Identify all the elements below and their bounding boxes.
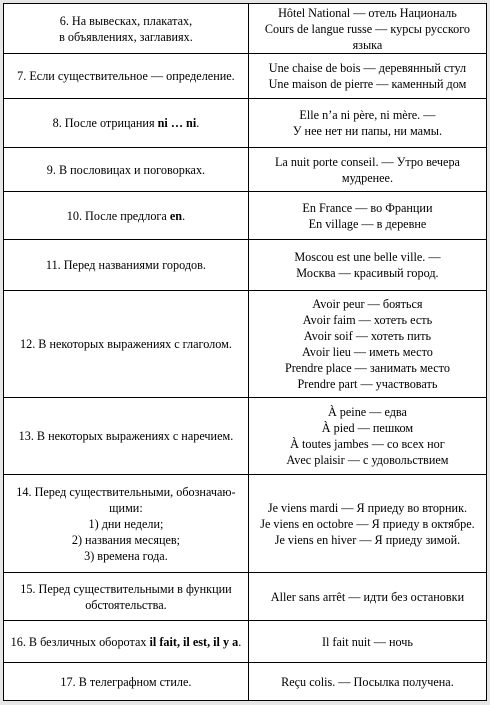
rule-text: 12. В некоторых выражениях с глаголом. [20, 337, 232, 351]
rule-keyword: en [169, 208, 183, 223]
rule-text: 8. После отрицания ni … ni. [52, 116, 200, 130]
rule-text: в объявлениях, заглавиях. [59, 29, 193, 44]
rule-cell [3, 621, 249, 663]
table-row [3, 291, 487, 398]
rule-text: 10. После предлога en. [66, 208, 186, 223]
example-text: Reçu colis. — Посылка получена. [281, 674, 454, 689]
example-text: Prendre part — участвовать [297, 377, 438, 391]
table-row [3, 240, 487, 291]
table-row [3, 663, 487, 701]
rule-text: 9. В пословицах и поговорках. [46, 162, 206, 177]
example-text: À peine — едва [327, 405, 407, 419]
rule-text: щими: [109, 500, 143, 515]
rule-cell [3, 148, 249, 192]
rule-cell [3, 192, 249, 240]
rule-cell [3, 398, 249, 475]
rule-cell [3, 54, 249, 99]
rule-keyword: il fait, il est, il y a [149, 634, 239, 649]
example-text: Avoir soif — хотеть пить [303, 329, 432, 343]
example-text: Hôtel National — отель Националь [278, 5, 457, 20]
rule-cell [3, 663, 249, 701]
example-text: языка [352, 37, 383, 52]
example-text: У нее нет ни папы, ни мамы. [292, 124, 442, 138]
rule-text: 14. Перед существительными, обозначаю- [16, 484, 236, 499]
rule-cell [3, 475, 249, 573]
rule-keyword: ni … ni [157, 116, 197, 130]
example-cell [249, 663, 487, 701]
rule-cell [3, 99, 249, 148]
example-cell [249, 621, 487, 663]
example-text: En village — в деревне [308, 216, 427, 231]
rule-cell [3, 291, 249, 398]
rule-text: обстоятельства. [85, 597, 167, 612]
rule-text: 2) названия месяцев; [71, 532, 181, 547]
table-row [3, 573, 487, 621]
example-cell [249, 148, 487, 192]
example-text: Aller sans arrêt — идти без остановки [270, 589, 465, 604]
example-text: Une maison de pierre — каменный дом [268, 77, 467, 91]
example-text: Moscou est une belle ville. — [294, 250, 441, 264]
example-text: Avoir lieu — иметь место [302, 345, 433, 359]
example-text: Москва — красивый город. [296, 266, 439, 280]
example-text: Avec plaisir — с удовольствием [286, 453, 449, 467]
article-usage-table [3, 3, 487, 701]
table-row [3, 3, 487, 54]
table-row [3, 621, 487, 663]
example-text: À pied — пешком [321, 421, 414, 435]
rule-text: 7. Если существительное — определение. [17, 69, 235, 83]
example-cell [249, 398, 487, 475]
example-text: À toutes jambes — со всех ног [290, 437, 445, 451]
example-cell [249, 291, 487, 398]
example-text: Avoir faim — хотеть есть [302, 313, 433, 327]
rule-text: 11. Перед названиями городов. [45, 258, 206, 272]
example-text: мудренее. [341, 170, 394, 185]
rule-text: 3) времена года. [84, 548, 168, 563]
table-row [3, 475, 487, 573]
example-text: Cours de langue russe — курсы русского [264, 21, 471, 36]
example-text: Une chaise de bois — деревянный стул [268, 61, 467, 75]
rule-cell [3, 573, 249, 621]
rule-text: 15. Перед существительными в функции [20, 581, 232, 596]
table-row [3, 99, 487, 148]
example-text: Il fait nuit — ночь [321, 634, 413, 649]
example-text: Avoir peur — бояться [312, 297, 423, 311]
table-row [3, 192, 487, 240]
rule-cell [3, 3, 249, 54]
table-row [3, 54, 487, 99]
example-cell [249, 3, 487, 54]
table-row [3, 148, 487, 192]
rule-text: 13. В некоторых выражениях с наречием. [18, 429, 234, 443]
example-text: En France — во Франции [302, 200, 433, 215]
example-text: Elle n’a ni père, ni mère. — [299, 108, 436, 122]
example-cell [249, 240, 487, 291]
example-cell [249, 54, 487, 99]
example-cell [249, 573, 487, 621]
example-text: La nuit porte conseil. — Утро вечера [274, 154, 460, 169]
example-cell [249, 475, 487, 573]
example-text: Prendre place — занимать место [284, 361, 450, 375]
example-cell [249, 99, 487, 148]
rule-text: 1) дни недели; [88, 516, 164, 531]
example-text: Je viens en octobre — Я приеду в октябре. [260, 516, 475, 531]
rule-text: 16. В безличных оборотах il fait, il est, il y a. [10, 634, 242, 649]
rule-cell [3, 240, 249, 291]
rule-text: 17. В телеграфном стиле. [60, 674, 192, 689]
table-row [3, 398, 487, 475]
rule-text: 6. На вывесках, плакатах, [59, 13, 193, 28]
example-cell [249, 192, 487, 240]
example-text: Je viens en hiver — Я приеду зимой. [274, 532, 461, 547]
example-text: Je viens mardi — Я приеду во вторник. [267, 500, 468, 515]
